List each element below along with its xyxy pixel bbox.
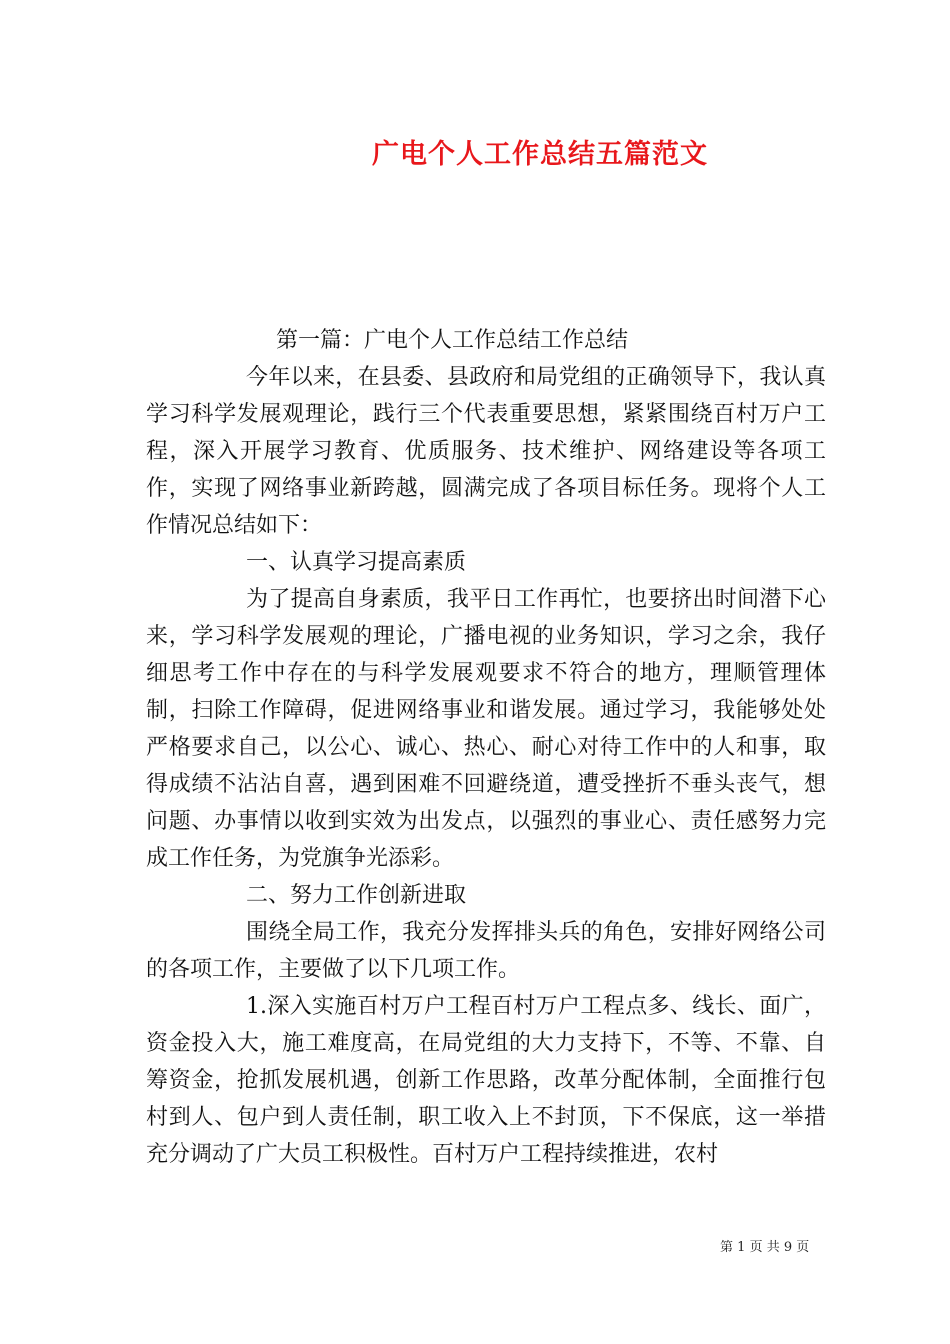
paragraph-study: 为了提高自身素质，我平日工作再忙，也要挤出时间潜下心来，学习科学发展观的理论，广播电视的业务知识，学习之余，我仔细思考工作中存在的与科学发展观要求不符合的地方，理顺管理体制，扫除工作障碍，促进网络事业和谐发展。通过学习，我能够处处严格要求自己，以公心、诚心、热心、耐心对待工作中的人和事，取得成绩不沾沾自喜，遇到困难不回避绕道，遭受挫折不垂头丧气，想问题、办事情以收到实效为出发点，以强烈的事业心、责任感努力完成工作任务，为党旗争光添彩。	[146, 587, 826, 871]
section-title: 第一篇：广电个人工作总结工作总结	[276, 328, 629, 353]
paragraph-project: 1.深入实施百村万户工程百村万户工程点多、线长、面广，资金投入大，施工难度高，在局党组的大力支持下，不等、不靠、自筹资金，抢抓发展机遇，创新工作思路，改革分配体制，全面推行包村到人、包户到人责任制，职工收入上不封顶，下不保底，这一举措充分调动了广大员工积极性。百村万户工程持续推进，农村	[146, 994, 826, 1167]
total-pages: 9	[783, 1240, 793, 1255]
page-number-footer	[720, 1236, 809, 1255]
current-page: 1	[737, 1240, 746, 1255]
heading-study: 一、认真学习提高素质	[246, 550, 467, 575]
document-title: 广电个人工作总结五篇范文	[372, 139, 708, 170]
paragraph-innovate: 围绕全局工作，我充分发挥排头兵的角色，安排好网络公司的各项工作，主要做了以下几项工作。	[146, 920, 826, 982]
paragraph-intro: 今年以来，在县委、县政府和局党组的正确领导下，我认真学习科学发展观理论，践行三个代表重要思想，紧紧围绕百村万户工程，深入开展学习教育、优质服务、技术维护、网络建设等各项工作，实现了网络事业新跨越，圆满完成了各项目标任务。现将个人工作情况总结如下：	[146, 365, 826, 538]
document-body	[146, 322, 826, 1173]
page-middle: 页 共	[749, 1240, 780, 1255]
page-suffix: 页	[796, 1240, 810, 1255]
heading-innovate: 二、努力工作创新进取	[246, 883, 467, 908]
page-prefix: 第	[720, 1240, 734, 1255]
